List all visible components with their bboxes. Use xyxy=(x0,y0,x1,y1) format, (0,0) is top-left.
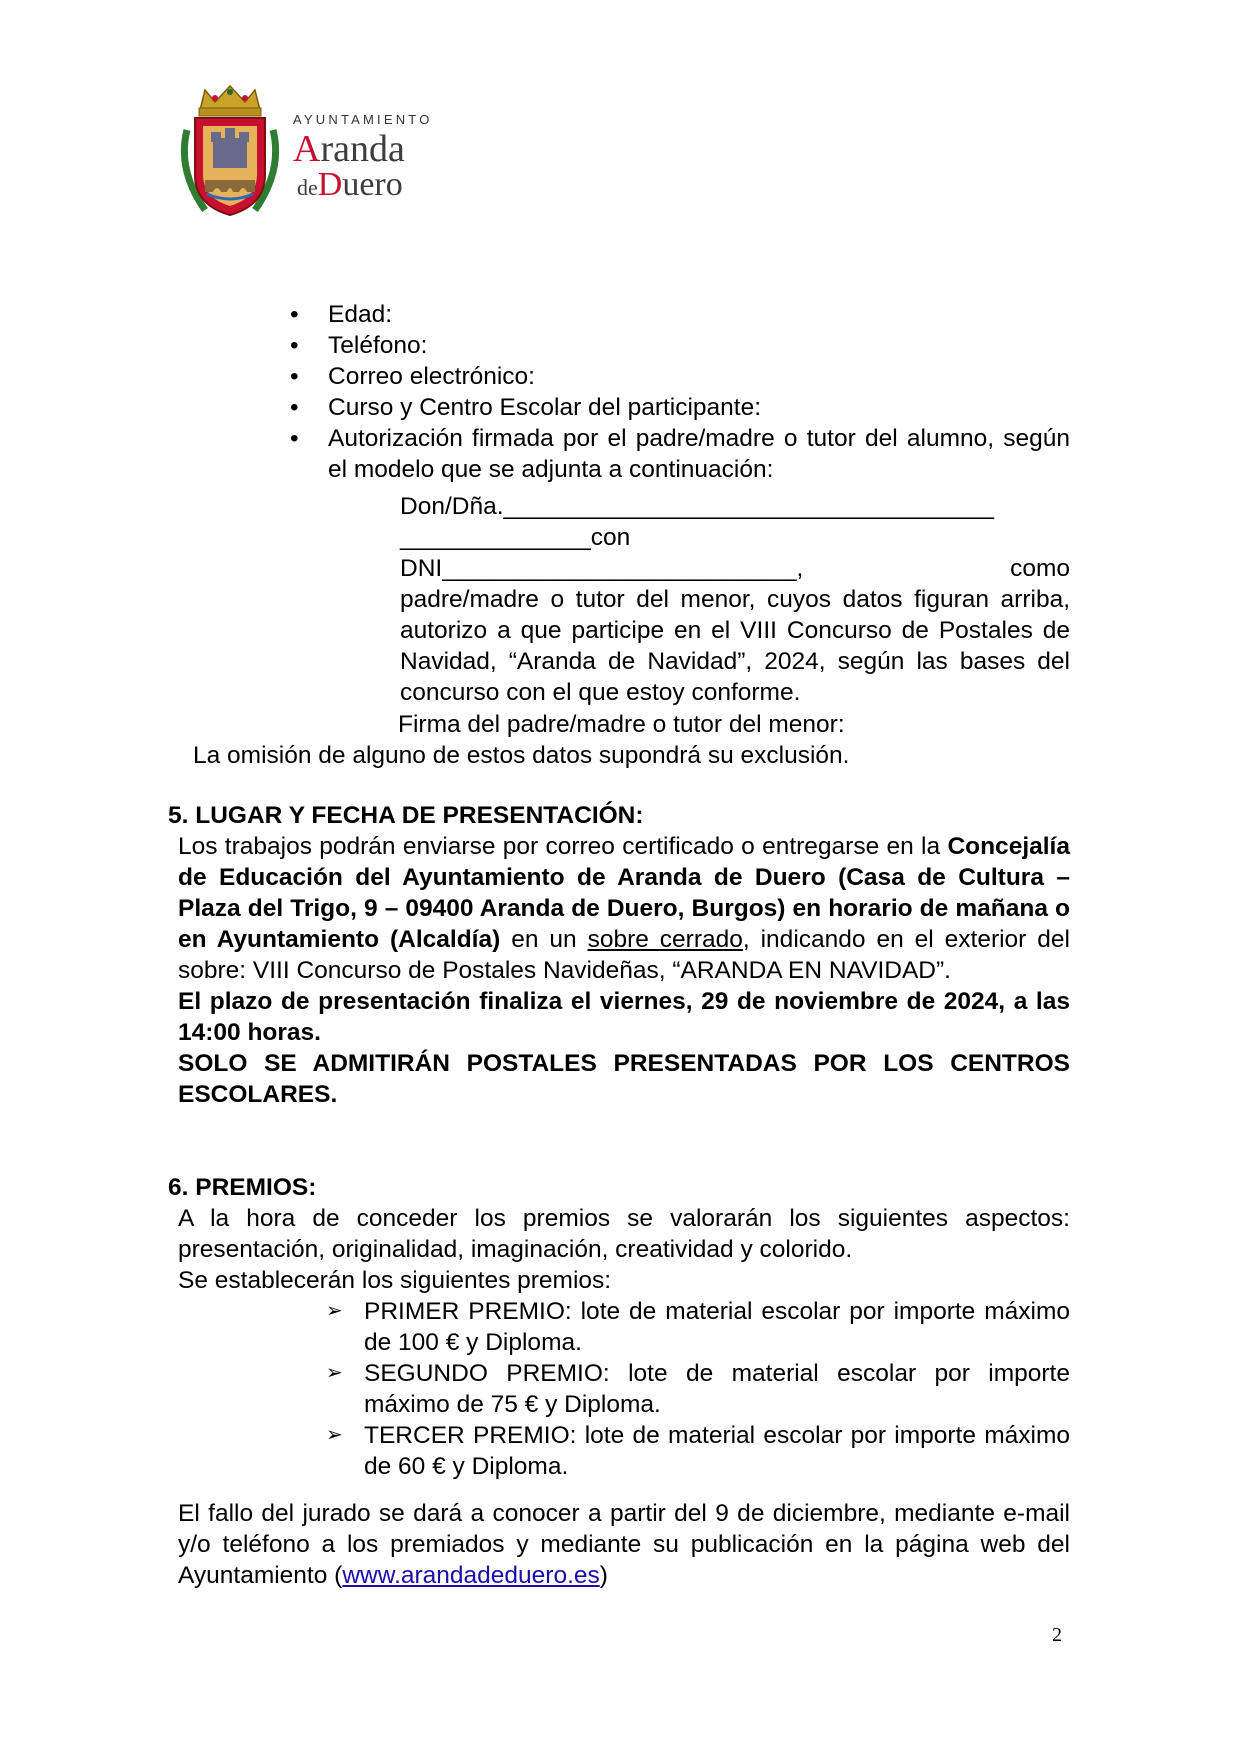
coat-of-arms-icon xyxy=(175,80,285,220)
prizes-list xyxy=(326,1296,1070,1482)
logo-caption: AYUNTAMIENTO xyxy=(293,112,433,127)
prize-item: ➢ SEGUNDO PREMIO: lote de material escolar por importe máximo de 75 € y Diploma. xyxy=(326,1358,1070,1420)
logo-title: Aranda xyxy=(293,128,405,170)
section-5-body xyxy=(178,831,1070,1110)
section-5-paragraph: Los trabajos podrán enviarse por correo certificado o entregarse en la Concejalía de Educación del Ayuntamiento de Aranda de Duero (Casa de Cultura – Plaza del Trigo, 9 – 09400 Aranda de Duero, Burgos) en horario de mañana o en Ayuntamiento (Alcaldía) en un sobre cerrado, indicando en el exterior del sobre: VIII Concurso de Postales Navideñas, “ARANDA EN NAVIDAD”. xyxy=(178,833,1070,984)
list-item: • Autorización firmada por el padre/madre o tutor del alumno, según el modelo que se adjunta a continuación: xyxy=(290,423,1070,485)
section-6-heading: 6. PREMIOS: xyxy=(168,1174,317,1201)
deadline-text: El plazo de presentación finaliza el viernes, 29 de noviembre de 2024, a las 14:00 horas. xyxy=(178,988,1070,1046)
consent-name-line: Don/Dña.____________________________________ xyxy=(400,493,995,520)
consent-form xyxy=(400,491,1070,708)
prize-item: ➢ TERCER PREMIO: lote de material escolar por importe máximo de 60 € y Diploma. xyxy=(326,1420,1070,1482)
list-item: • Curso y Centro Escolar del participante: xyxy=(290,392,1070,423)
section-6-intro: A la hora de conceder los premios se valorarán los siguientes aspectos: presentación, originalidad, imaginación, creatividad y colorido. xyxy=(178,1205,1070,1263)
jury-decision-text: El fallo del jurado se dará a conocer a partir del 9 de diciembre, mediante e-mail y/o teléfono a los premiados y mediante su publicación en la página web del Ayuntamiento (www.arandadeduero.es) xyxy=(178,1500,1070,1589)
consent-dni-line: DNI__________________________, como xyxy=(400,555,1070,582)
required-fields-list xyxy=(290,299,1070,485)
prize-item: ➢ PRIMER PREMIO: lote de material escolar por importe máximo de 100 € y Diploma. xyxy=(326,1296,1070,1358)
municipality-logo xyxy=(175,80,435,220)
section-6-body xyxy=(178,1203,1070,1296)
consent-signature-label: Firma del padre/madre o tutor del menor: xyxy=(398,711,845,738)
consent-body: padre/madre o tutor del menor, cuyos datos figuran arriba, autorizo a que participe en el VIII Concurso de Postales de Navidad, “Aranda de Navidad”, 2024, según las bases del concurso con el que estoy conforme. xyxy=(400,586,1070,706)
schools-only-notice: SOLO SE ADMITIRÁN POSTALES PRESENTADAS POR LOS CENTROS ESCOLARES. xyxy=(178,1050,1070,1108)
website-link[interactable]: www.arandadeduero.es xyxy=(342,1562,600,1589)
list-item: • Teléfono: xyxy=(290,330,1070,361)
logo-subtitle: deDuero xyxy=(297,166,403,203)
section-5-heading: 5. LUGAR Y FECHA DE PRESENTACIÓN: xyxy=(168,802,644,829)
consent-name-line-2: ______________con xyxy=(400,524,631,551)
omission-note: La omisión de alguno de estos datos supondrá su exclusión. xyxy=(193,742,850,769)
section-6-establish: Se establecerán los siguientes premios: xyxy=(178,1267,612,1294)
list-item: • Correo electrónico: xyxy=(290,361,1070,392)
list-item: • Edad: xyxy=(290,299,1070,330)
page-number: 2 xyxy=(1052,1624,1062,1646)
